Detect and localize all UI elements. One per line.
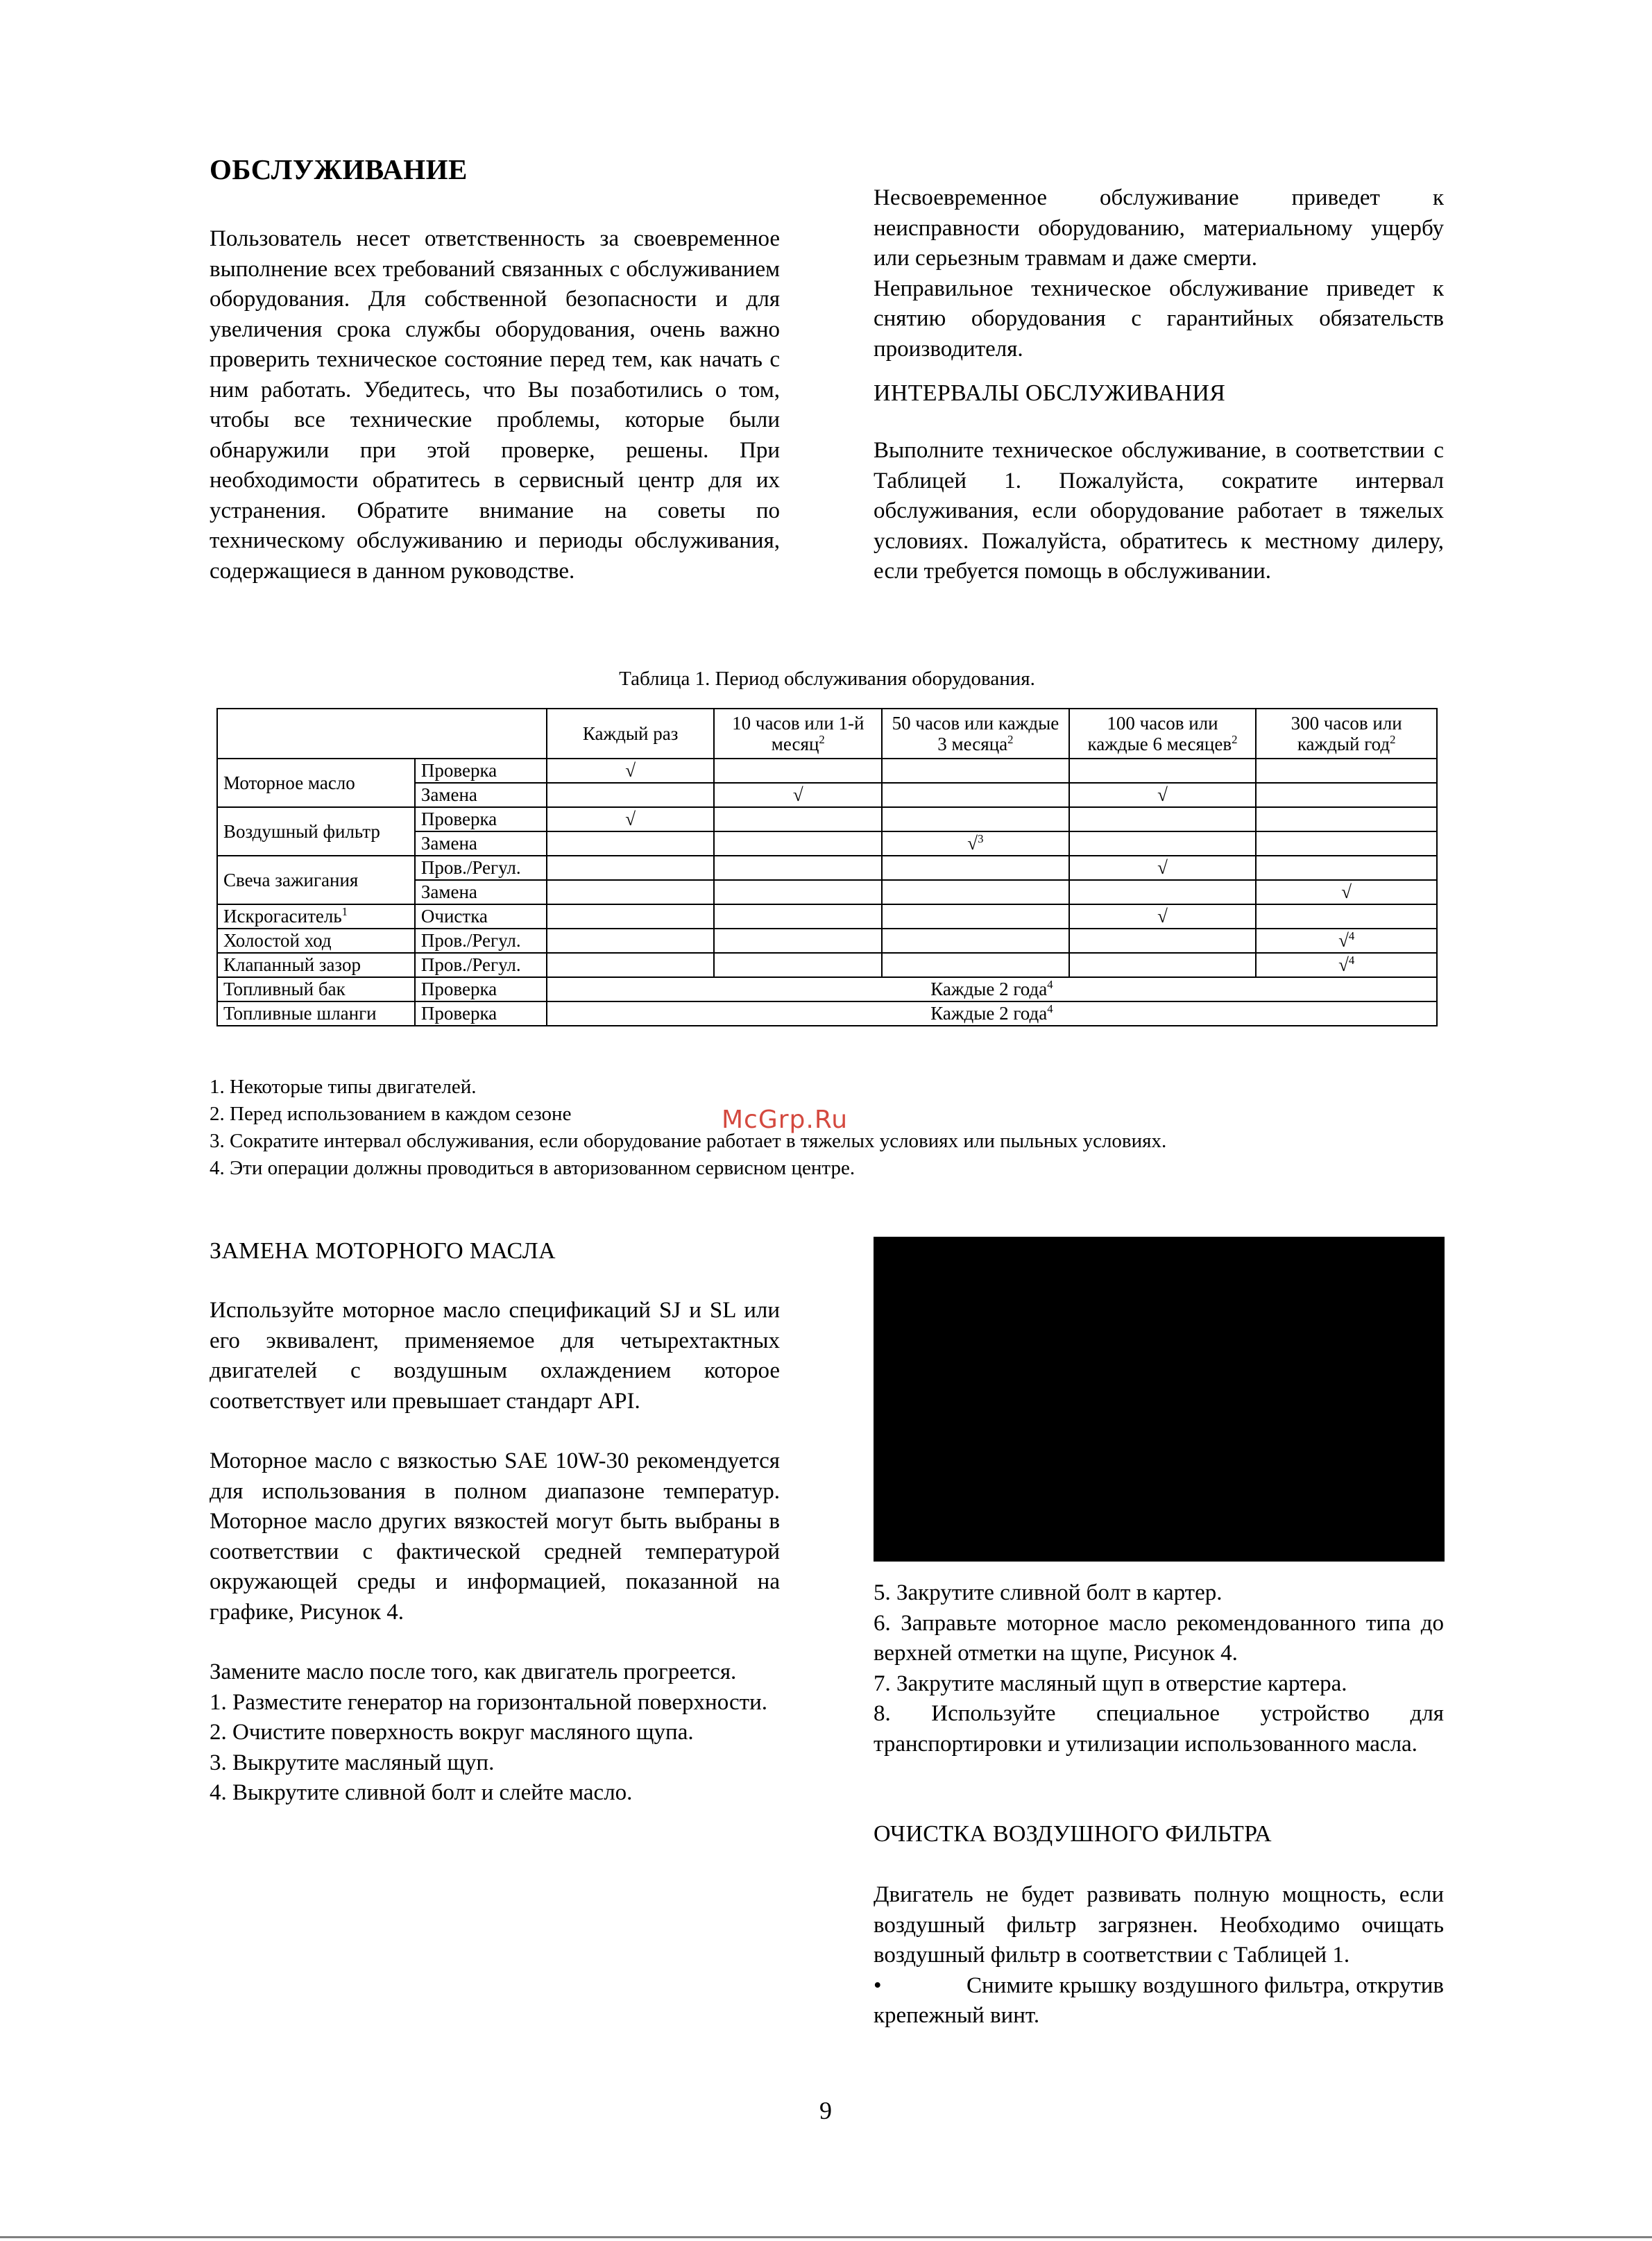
check-mark: √ bbox=[1069, 783, 1257, 807]
header-50h: 50 часов или каждые 3 месяца$^2$ bbox=[882, 709, 1069, 759]
section-title-oil-change: ЗАМЕНА МОТОРНОГО МАСЛА bbox=[210, 1238, 556, 1264]
oil-change-steps-cont bbox=[874, 1578, 1444, 1759]
oil-viscosity-text: Моторное масло с вязкостью SAE 10W-30 рекомендуется для использования в полном диапазоне температур. Моторное масло других вязкостей могут быть выбраны в соответствии с фактической средней температурой окружающей среды и информацией, показанной на графике, Рисунок 4. bbox=[210, 1448, 780, 1625]
item-fuel-tank: Топливный бак bbox=[217, 977, 415, 1001]
bottom-divider bbox=[0, 2236, 1652, 2238]
item-idle: Холостой ход bbox=[217, 929, 415, 953]
warning-text-1: Несвоевременное обслуживание приведет к неисправности оборудованию, материальному ущербу или серьезным травмам и даже смерти. bbox=[874, 185, 1444, 271]
note-3: 3. Сократите интервал обслуживания, если оборудование работает в тяжелых условиях или пыльных условиях. bbox=[210, 1130, 1167, 1152]
header-300h: 300 часов или каждый год$^2$ bbox=[1256, 709, 1437, 759]
op-replace: Замена bbox=[415, 783, 547, 807]
header-10h: 10 часов или 1-й месяц$^2$ bbox=[714, 709, 882, 759]
table-row bbox=[217, 807, 1437, 831]
check-mark-note4: √$^4$ bbox=[1256, 953, 1437, 977]
check-mark-note3: √$^3$ bbox=[882, 831, 1069, 856]
table-caption: Таблица 1. Период обслуживания оборудования. bbox=[619, 668, 1035, 690]
op-clean: Очистка bbox=[415, 904, 547, 929]
oil-step-8: 8. Используйте специальное устройство для транспортировки и утилизации использованного масла. bbox=[874, 1701, 1444, 1757]
item-fuel-hoses: Топливные шланги bbox=[217, 1001, 415, 1026]
op-check-adjust: Пров./Регул. bbox=[415, 929, 547, 953]
oil-step-6: 6. Заправьте моторное масло рекомендованного типа до верхней отметки на щупе, Рисунок 4. bbox=[874, 1610, 1444, 1666]
note-1: 1. Некоторые типы двигателей. bbox=[210, 1076, 477, 1098]
oil-step-2: 2. Очистите поверхность вокруг масляного щупа. bbox=[210, 1720, 694, 1745]
every-2-years: Каждые 2 года$^4$ bbox=[547, 977, 1437, 1001]
bullet-mark: • bbox=[874, 1972, 882, 1998]
page-number: 9 bbox=[819, 2097, 832, 2124]
check-mark: √ bbox=[547, 759, 715, 783]
oil-step-3: 3. Выкрутите масляный щуп. bbox=[210, 1750, 495, 1775]
maintenance-table bbox=[216, 708, 1438, 1026]
item-air-filter: Воздушный фильтр bbox=[217, 807, 415, 856]
oil-step-7: 7. Закрутите масляный щуп в отверстие картера. bbox=[874, 1671, 1347, 1696]
air-filter-bullet-text: Снимите крышку воздушного фильтра, открутив крепежный винт. bbox=[874, 1972, 1444, 2028]
check-mark: √ bbox=[1069, 904, 1257, 929]
table-header-row bbox=[217, 709, 1437, 759]
op-check: Проверка bbox=[415, 807, 547, 831]
item-spark-plug: Свеча зажигания bbox=[217, 856, 415, 904]
header-empty-cell bbox=[217, 709, 547, 759]
maintenance-intro bbox=[210, 224, 780, 586]
op-check-adjust: Пров./Регул. bbox=[415, 953, 547, 977]
item-oil: Моторное масло bbox=[217, 759, 415, 807]
check-mark: √ bbox=[714, 783, 882, 807]
op-replace: Замена bbox=[415, 880, 547, 904]
figure-image bbox=[874, 1237, 1445, 1562]
every-2-years: Каждые 2 года$^4$ bbox=[547, 1001, 1437, 1026]
check-mark: √ bbox=[1069, 856, 1257, 880]
section-title-air-filter: ОЧИСТКА ВОЗДУШНОГО ФИЛЬТРА bbox=[874, 1821, 1272, 1847]
air-filter-bullet bbox=[874, 1971, 1444, 2031]
note-2: 2. Перед использованием в каждом сезоне bbox=[210, 1103, 572, 1125]
check-mark: √ bbox=[1256, 880, 1437, 904]
table-row bbox=[217, 856, 1437, 880]
oil-step-4: 4. Выкрутите сливной болт и слейте масло. bbox=[210, 1780, 633, 1805]
oil-spec-text: Используйте моторное масло спецификаций SJ и SL или его эквивалент, применяемое для четырехтактных двигателей с воздушным охлаждением которое соответствует или превышает стандарт API. bbox=[210, 1298, 780, 1414]
warning-text-2: Неправильное техническое обслуживание приведет к снятию оборудования с гарантийных обязательств производителя. bbox=[874, 276, 1444, 362]
table-row bbox=[217, 1001, 1437, 1026]
oil-change-body bbox=[210, 1296, 780, 1809]
section-title-intervals: ИНТЕРВАЛЫ ОБСЛУЖИВАНИЯ bbox=[874, 380, 1226, 406]
op-check: Проверка bbox=[415, 1001, 547, 1026]
oil-step-1: 1. Разместите генератор на горизонтальной поверхности. bbox=[210, 1689, 767, 1715]
header-each-time: Каждый раз bbox=[547, 709, 715, 759]
op-check: Проверка bbox=[415, 759, 547, 783]
note-4: 4. Эти операции должны проводиться в авторизованном сервисном центре. bbox=[210, 1157, 855, 1179]
oil-warmup-text: Замените масло после того, как двигатель прогреется. bbox=[210, 1659, 737, 1684]
table-row bbox=[217, 759, 1437, 783]
op-check: Проверка bbox=[415, 977, 547, 1001]
watermark: McGrp.Ru bbox=[722, 1106, 849, 1134]
table-row bbox=[217, 904, 1437, 929]
section-title-maintenance: ОБСЛУЖИВАНИЕ bbox=[210, 153, 468, 185]
check-mark-note4: √$^4$ bbox=[1256, 929, 1437, 953]
table-row bbox=[217, 929, 1437, 953]
air-filter-body bbox=[874, 1880, 1444, 2031]
check-mark: √ bbox=[547, 807, 715, 831]
table-row bbox=[217, 953, 1437, 977]
item-valve: Клапанный зазор bbox=[217, 953, 415, 977]
op-replace: Замена bbox=[415, 831, 547, 856]
item-spark-arrester: Искрогаситель$^1$ bbox=[217, 904, 415, 929]
header-100h: 100 часов или каждые 6 месяцев$^2$ bbox=[1069, 709, 1257, 759]
maintenance-warning bbox=[874, 183, 1444, 364]
air-filter-text: Двигатель не будет развивать полную мощность, если воздушный фильтр загрязнен. Необходимо очищать воздушный фильтр в соответствии с Таблицей 1. bbox=[874, 1882, 1444, 1968]
oil-step-5: 5. Закрутите сливной болт в картер. bbox=[874, 1580, 1223, 1605]
op-check-adjust: Пров./Регул. bbox=[415, 856, 547, 880]
intervals-text-block bbox=[874, 436, 1444, 587]
table-row bbox=[217, 977, 1437, 1001]
intervals-text: Выполните техническое обслуживание, в соответствии с Таблицей 1. Пожалуйста, сократите интервал обслуживания, если оборудование работает в тяжелых условиях. Пожалуйста, обратитесь к местному дилеру, если требуется помощь в обслуживании. bbox=[874, 438, 1444, 584]
maintenance-intro-text: Пользователь несет ответственность за своевременное выполнение всех требований связанных с обслуживанием оборудования. Для собственной безопасности и для увеличения срока службы оборудования, очень важно проверить техническое состояние перед тем, как начать с ним работать. Убедитесь, что Вы позаботились о том, чтобы все технические проблемы, которые были обнаружили при этой проверке, решены. При необходимости обратитесь в сервисный центр для их устранения. Обратите внимание на советы по техническому обслуживанию и периоды обслуживания, содержащиеся в данном руководстве. bbox=[210, 226, 780, 584]
